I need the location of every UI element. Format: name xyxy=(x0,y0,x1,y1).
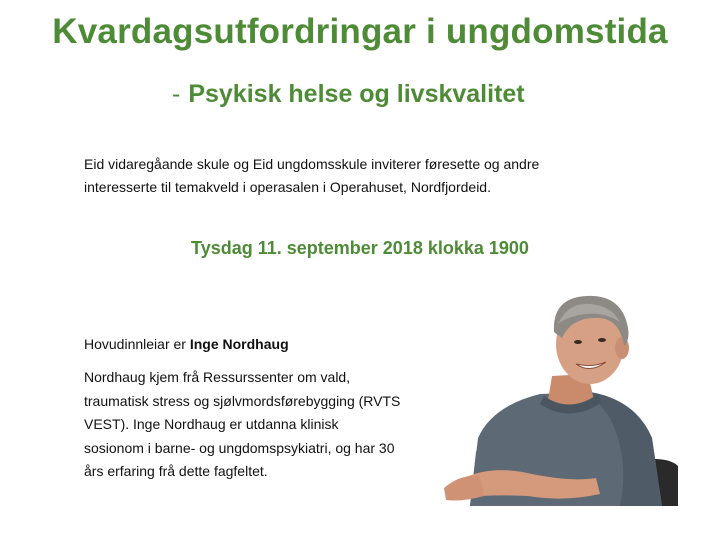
event-date: Tysdag 11. september 2018 klokka 1900 xyxy=(191,238,529,258)
bio-line-4: sosionom i barne- og ungdomspsykiatri, og har 30 xyxy=(84,439,395,456)
speaker-name: Inge Nordhaug xyxy=(189,336,289,352)
page-title: Kvardagsutfordringar i ungdomstida xyxy=(52,12,668,51)
intro-line-1: Eid vidaregåande skule og Eid ungdomsskule inviterer føresette og andre xyxy=(84,156,540,172)
speaker-bio xyxy=(84,366,434,484)
subtitle-text: Psykisk helse og livskvalitet xyxy=(188,80,525,108)
bio-line-5: års erfaring frå dette fagfeltet. xyxy=(84,463,268,479)
speaker-photo xyxy=(440,268,678,506)
bio-line-3: VEST). Inge Nordhaug er utdanna klinisk xyxy=(84,416,339,432)
bio-line-1: Nordhaug kjem frå Ressurssenter om vald, xyxy=(84,369,351,385)
page-subtitle xyxy=(172,80,525,109)
speaker-line xyxy=(84,336,289,352)
intro-paragraph xyxy=(84,153,644,199)
subtitle-dash: - xyxy=(172,80,181,108)
speaker-prefix: Hovudinnleiar er xyxy=(84,336,190,352)
intro-line-2: interesserte til temakveld i operasalen i Operahuset, Nordfjordeid. xyxy=(84,179,491,195)
speaker-portrait-image xyxy=(440,268,678,506)
bio-line-2: traumatisk stress og sjølvmordsførebygging (RVTS xyxy=(84,392,401,409)
